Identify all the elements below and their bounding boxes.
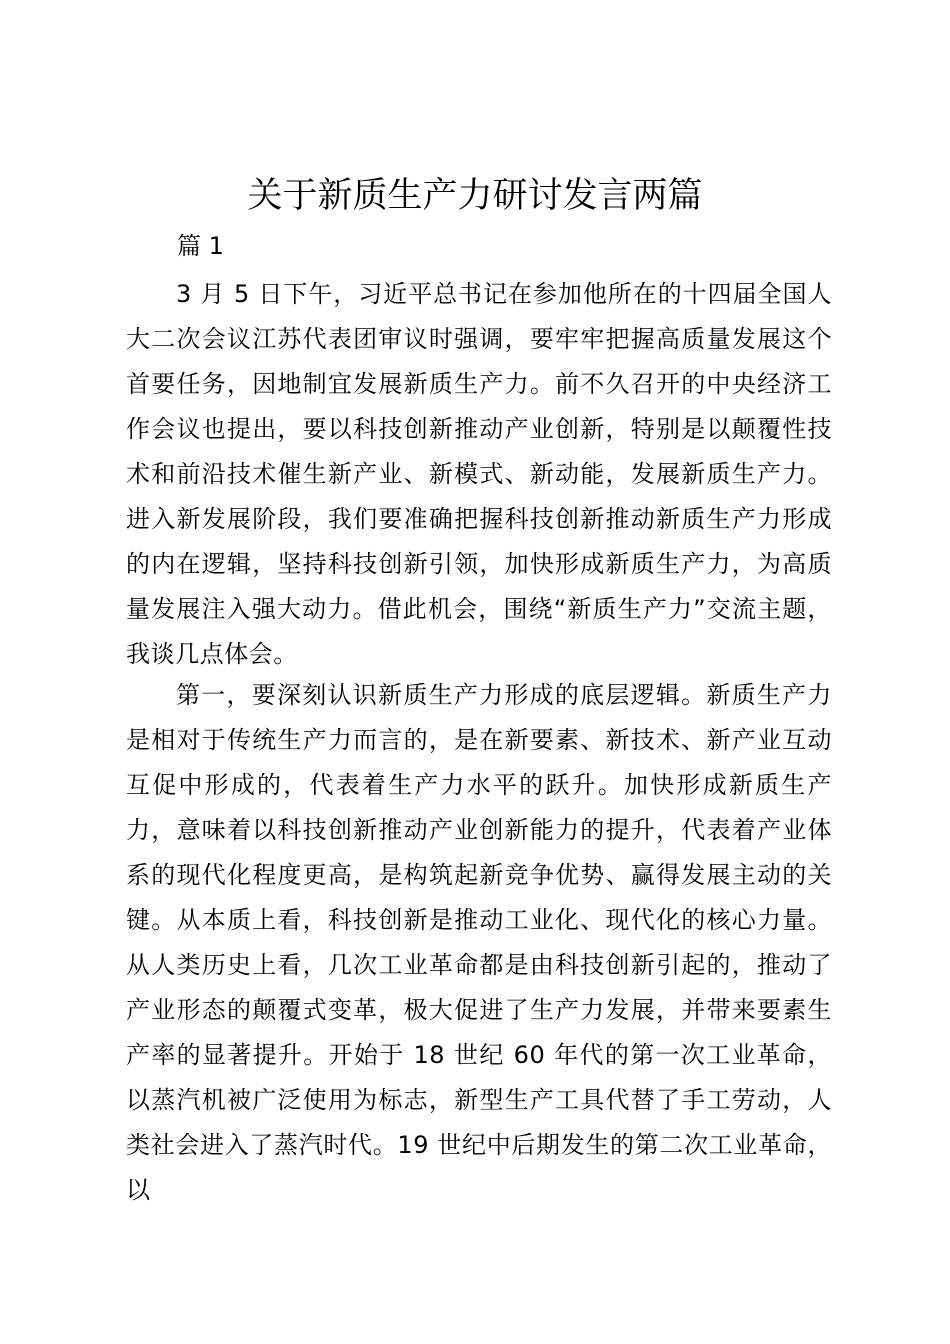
paragraph-2: 第一，要深刻认识新质生产力形成的底层逻辑。新质生产力是相对于传统生产力而言的，是在新要素、新技术、新产业互动互促中形成的，代表着生产力水平的跃升。加快形成新质生产力，意味着以科技创新推动产业创新能力的提升，代表着产业体系的现代化程度更高，是构筑起新竞争优势、赢得发展主动的关键。从本质上看，科技创新是推动工业化、现代化的核心力量。从人类历史上看，几次工业革命都是由科技创新引起的，推动了产业形态的颠覆式变革，极大促进了生产力发展，并带来要素生产率的显著提升。开始于 18 世纪 60 年代的第一次工业革命，以蒸汽机被广泛使用为标志，新型生产工具代替了手工劳动，人类社会进入了蒸汽时代。19 世纪中后期发生的第二次工业革命，以 bbox=[126, 681, 832, 1204]
paragraph-1: 3 月 5 日下午，习近平总书记在参加他所在的十四届全国人大二次会议江苏代表团审议时强调，要牢牢把握高质量发展这个首要任务，因地制宜发展新质生产力。前不久召开的中央经济工作会议也提出，要以科技创新推动产业创新，特别是以颠覆性技术和前沿技术催生新产业、新模式、新动能，发展新质生产力。进入新发展阶段，我们要准确把握科技创新推动新质生产力形成的内在逻辑，坚持科技创新引领，加快形成新质生产力，为高质量发展注入强大动力。借此机会，围绕“新质生产力”交流主题，我谈几点体会。 bbox=[126, 280, 832, 668]
document-title: 关于新质生产力研讨发言两篇 bbox=[247, 176, 703, 216]
section-heading: 篇 1 bbox=[177, 232, 224, 260]
